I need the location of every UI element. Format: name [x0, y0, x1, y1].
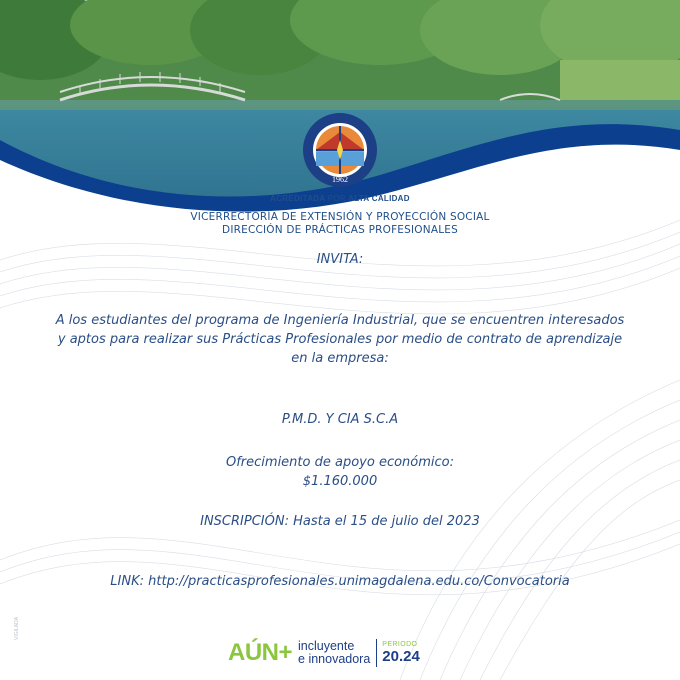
period-label: PERIODO — [382, 641, 418, 648]
invita-heading: INVITA: — [316, 252, 364, 267]
accreditation-level: ALTA CALIDAD — [348, 194, 410, 203]
accreditation-por: POR — [327, 194, 346, 203]
slogan-line-2: e innovadora — [298, 652, 371, 666]
slogan-line-1: incluyente — [298, 639, 355, 653]
office-line-1: VICERRECTORÍA DE EXTENSIÓN Y PROYECCIÓN SOCIAL — [190, 211, 490, 223]
economic-support — [0, 453, 680, 491]
aun-plus-logo: AÚN+ — [228, 639, 293, 666]
office-line-2: DIRECCIÓN DE PRÁCTICAS PROFESIONALES — [222, 224, 458, 236]
footer-brand — [228, 636, 420, 670]
inscription-deadline: INSCRIPCIÓN: Hasta el 15 de julio del 2023 — [200, 514, 480, 529]
company-name: P.M.D. Y CIA S.C.A — [281, 412, 399, 427]
support-amount: $1.160.000 — [302, 474, 378, 489]
intro-line-2: y aptos para realizar sus Prácticas Profesionales por medio de contrato de aprendizaje — [57, 332, 623, 347]
period-badge — [382, 641, 420, 665]
accreditation-label — [0, 194, 680, 203]
intro-line-1: A los estudiantes del programa de Ingeniería Industrial, que se encuentren interesados — [55, 313, 625, 328]
intro-paragraph — [40, 311, 640, 368]
accreditation-text: ACREDITADA — [270, 194, 326, 203]
office-heading — [0, 211, 680, 237]
intro-line-3: en la empresa: — [291, 351, 389, 366]
support-label: Ofrecimiento de apoyo económico: — [226, 455, 454, 470]
university-seal-logo — [302, 112, 378, 188]
application-link[interactable]: LINK: http://practicasprofesionales.unimagdalena.edu.co/Convocatoria — [110, 574, 570, 589]
svg-text:1962: 1962 — [332, 175, 348, 184]
vigilada-side-note: VIGILADA — [14, 616, 20, 640]
period-value: 20.24 — [382, 648, 420, 665]
slogan — [298, 640, 370, 666]
footer-divider — [376, 639, 377, 667]
